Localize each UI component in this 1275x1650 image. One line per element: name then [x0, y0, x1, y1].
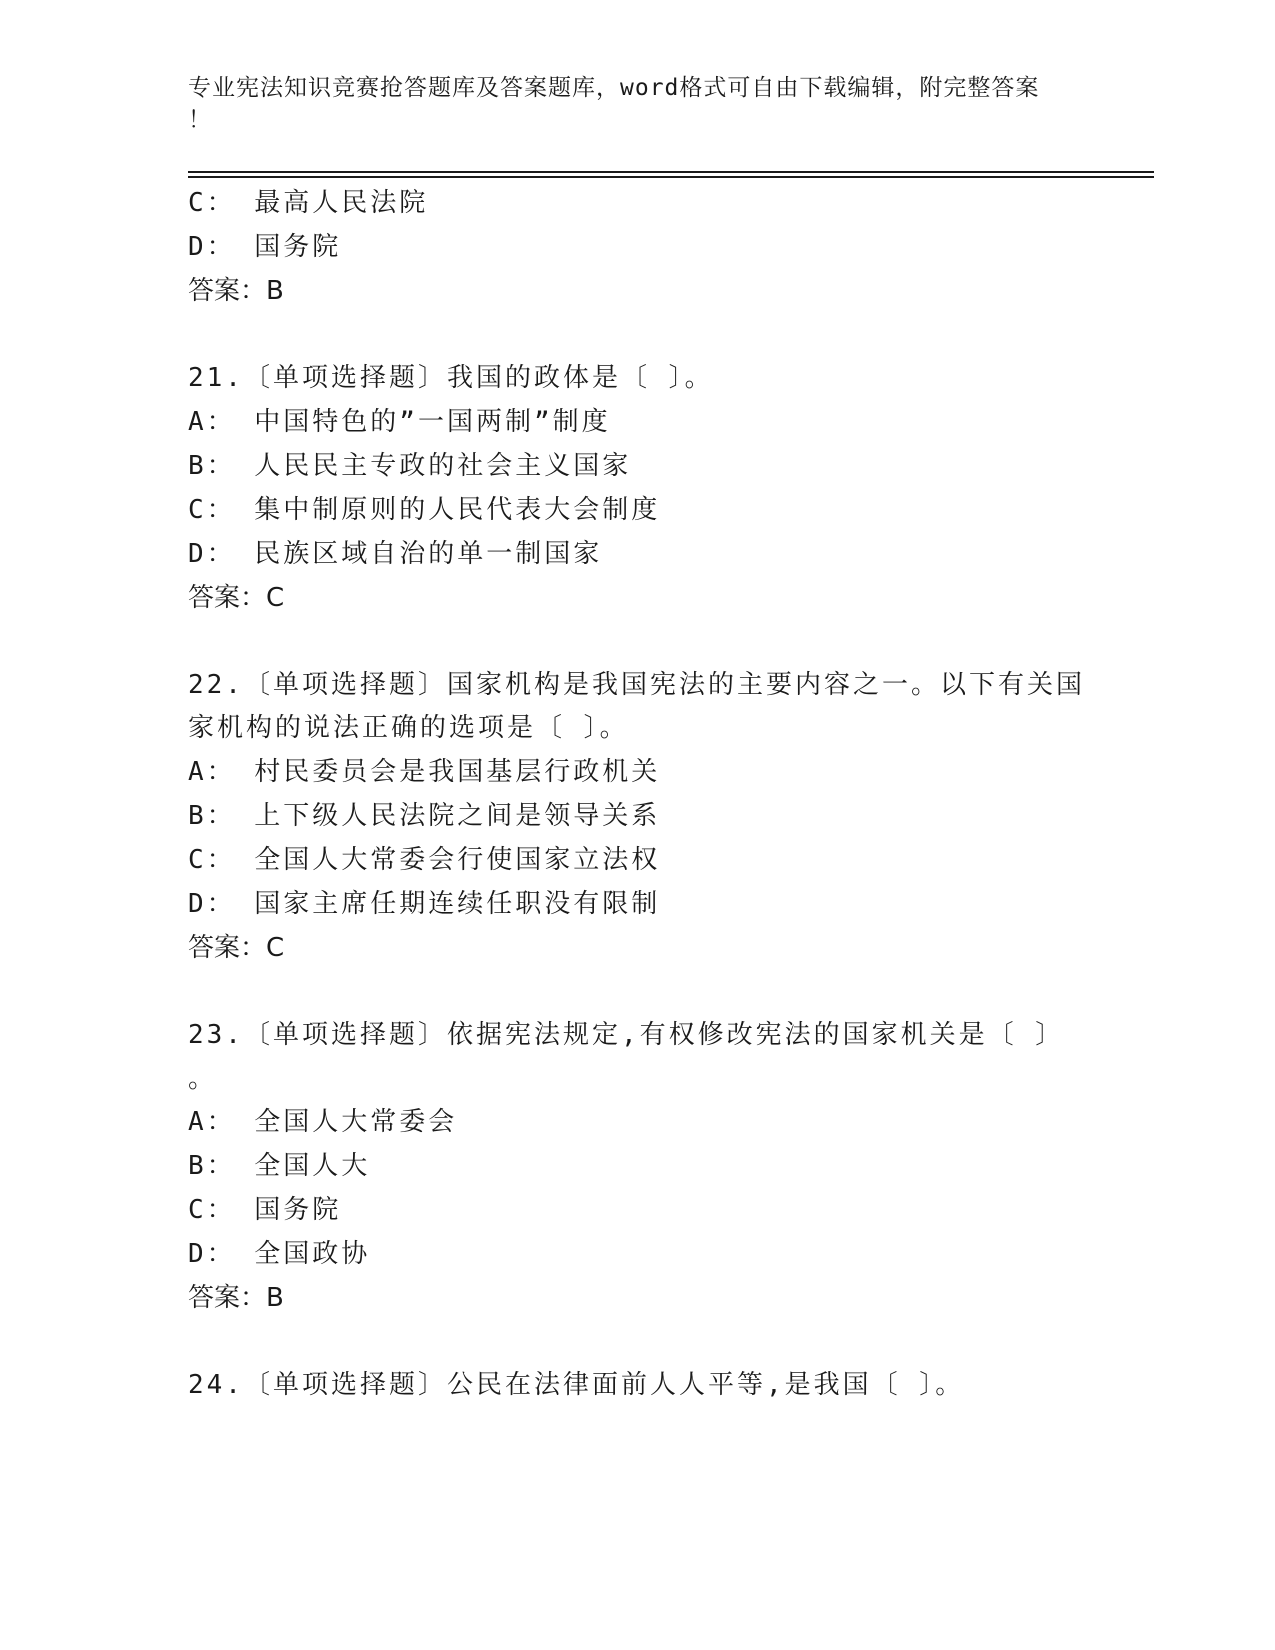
- question-23-option-a: A： 全国人大常委会: [188, 1107, 458, 1137]
- header-rule-bottom: [188, 176, 1154, 178]
- question-22-stem: 22.〔单项选择题〕国家机构是我国宪法的主要内容之一。以下有关国: [188, 670, 1085, 700]
- question-21-option-b: B： 人民民主专政的社会主义国家: [188, 451, 632, 481]
- prev-option-c: C： 最高人民法院: [188, 188, 429, 218]
- question-21-option-c: C： 集中制原则的人民代表大会制度: [188, 495, 661, 525]
- question-22-option-c: C： 全国人大常委会行使国家立法权: [188, 845, 661, 875]
- header-title-line: 专业宪法知识竞赛抢答题库及答案题库，word格式可自由下载编辑，附完整答案: [188, 75, 1040, 101]
- header-title-line-continued: ！: [188, 107, 212, 133]
- question-23-option-d: D： 全国政协: [188, 1239, 371, 1269]
- question-22-answer: 答案：C: [188, 933, 285, 963]
- document-header: [188, 72, 1088, 136]
- question-23-option-c: C： 国务院: [188, 1195, 342, 1225]
- prev-answer: 答案：B: [188, 276, 284, 306]
- question-23-answer: 答案：B: [188, 1283, 284, 1313]
- question-23-stem-continued: 。: [188, 1064, 218, 1094]
- question-21-option-d: D： 民族区域自治的单一制国家: [188, 539, 603, 569]
- header-rule-top: [188, 171, 1154, 173]
- question-23-stem: 23.〔单项选择题〕依据宪法规定,有权修改宪法的国家机关是〔 〕: [188, 1020, 1065, 1050]
- question-24-stem: 24.〔单项选择题〕公民在法律面前人人平等,是我国〔 〕。: [188, 1370, 965, 1400]
- question-21-stem: 21.〔单项选择题〕我国的政体是〔 〕。: [188, 363, 714, 393]
- question-23-option-b: B： 全国人大: [188, 1151, 371, 1181]
- question-22-stem-continued: 家机构的说法正确的选项是〔 〕。: [188, 713, 629, 743]
- question-21-answer: 答案：C: [188, 583, 285, 613]
- question-22-option-b: B： 上下级人民法院之间是领导关系: [188, 801, 661, 831]
- question-22-option-d: D： 国家主席任期连续任职没有限制: [188, 889, 661, 919]
- question-22-option-a: A： 村民委员会是我国基层行政机关: [188, 757, 661, 787]
- prev-option-d: D： 国务院: [188, 232, 342, 262]
- question-21-option-a: A： 中国特色的”一国两制”制度: [188, 407, 611, 437]
